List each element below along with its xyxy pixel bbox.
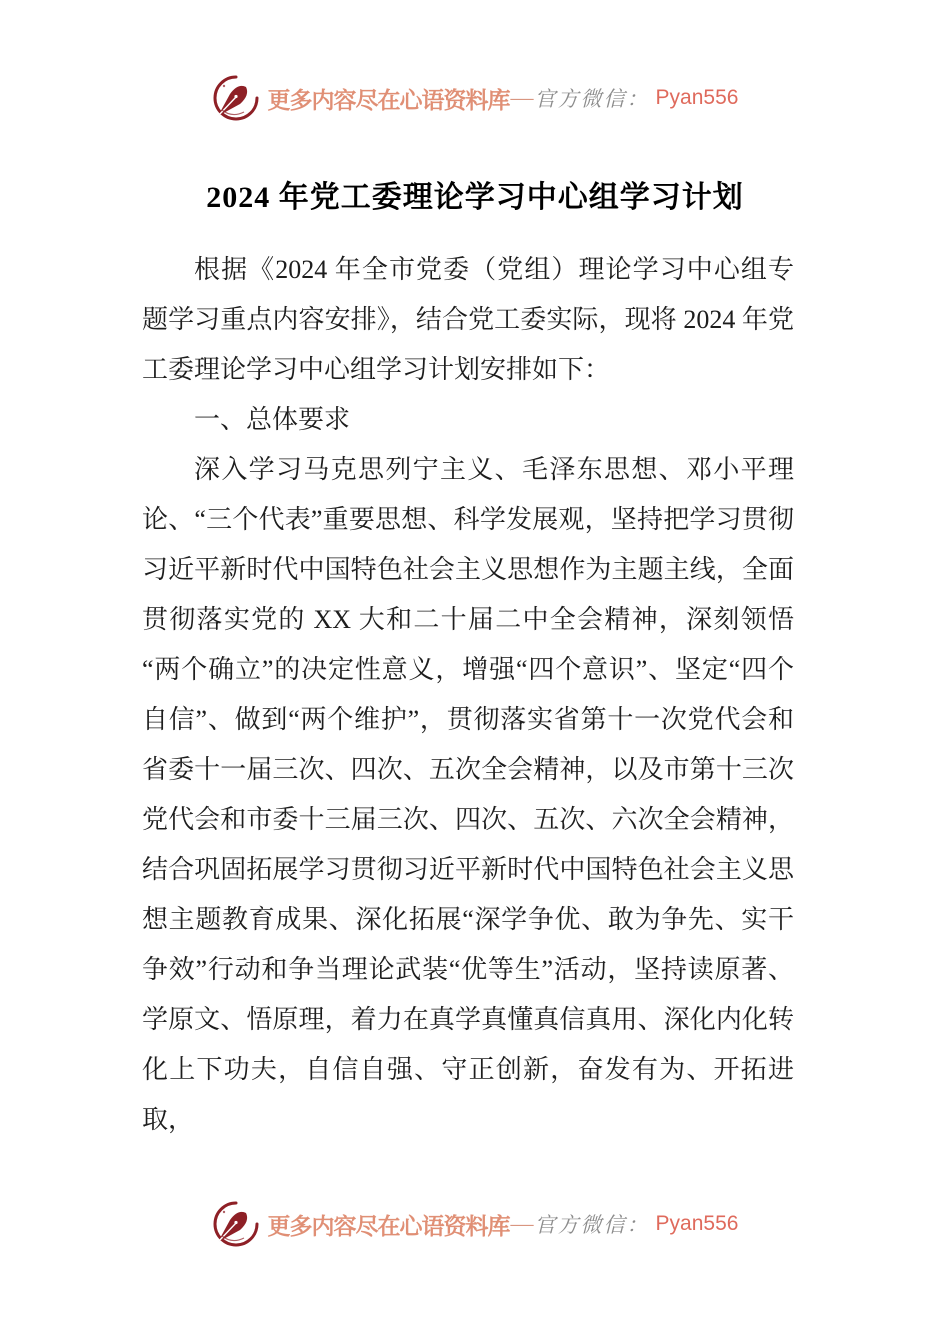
watermark-text: 更多内容尽在心语资料库	[267, 1213, 510, 1239]
paragraph-intro: 根据《2024 年全市党委（党组）理论学习中心组专题学习重点内容安排》，结合党工委实际，现将 2024 年党工委理论学习中心组学习计划安排如下：	[142, 255, 794, 384]
pen-logo-icon	[212, 74, 260, 122]
watermark-text: 更多内容尽在心语资料库	[267, 87, 510, 113]
watermark-wechat-label: 官方微信：	[534, 87, 650, 111]
header-watermark	[0, 74, 950, 122]
footer-watermark	[0, 1200, 950, 1248]
watermark-wechat-label: 官方微信：	[534, 1213, 650, 1237]
watermark-wechat-id: Pyan556	[655, 1212, 739, 1235]
document-title: 2024 年党工委理论学习中心组学习计划	[206, 181, 744, 214]
pen-logo-icon	[212, 1200, 260, 1248]
watermark-dash: —	[510, 85, 534, 110]
document-body	[142, 245, 794, 1145]
section-heading-overall-requirements: 一、总体要求	[194, 405, 351, 434]
watermark-dash: —	[510, 1211, 534, 1236]
watermark-wechat-id: Pyan556	[655, 86, 739, 109]
paragraph-overall-requirements: 深入学习马克思列宁主义、毛泽东思想、邓小平理论、“三个代表”重要思想、科学发展观，坚持把学习贯彻习近平新时代中国特色社会主义思想作为主题主线，全面贯彻落实党的 XX 大和二十届二中全会精神，深刻领悟“两个确立”的决定性意义，增强“四个意识”、坚定“四个自信”、做到“两个维护”，贯彻落实省第十一次党代会和省委十一届三次、四次、五次全会精神，以及市第十三次党代会和市委十三届三次、四次、五次、六次全会精神，结合巩固拓展学习贯彻习近平新时代中国特色社会主义思想主题教育成果、深化拓展“深学争优、敢为争先、实干争效”行动和争当理论武装“优等生”活动，坚持读原著、学原文、悟原理，着力在真学真懂真信真用、深化内化转化上下功夫，自信自强、守正创新，奋发有为、开拓进取，	[142, 455, 794, 1134]
